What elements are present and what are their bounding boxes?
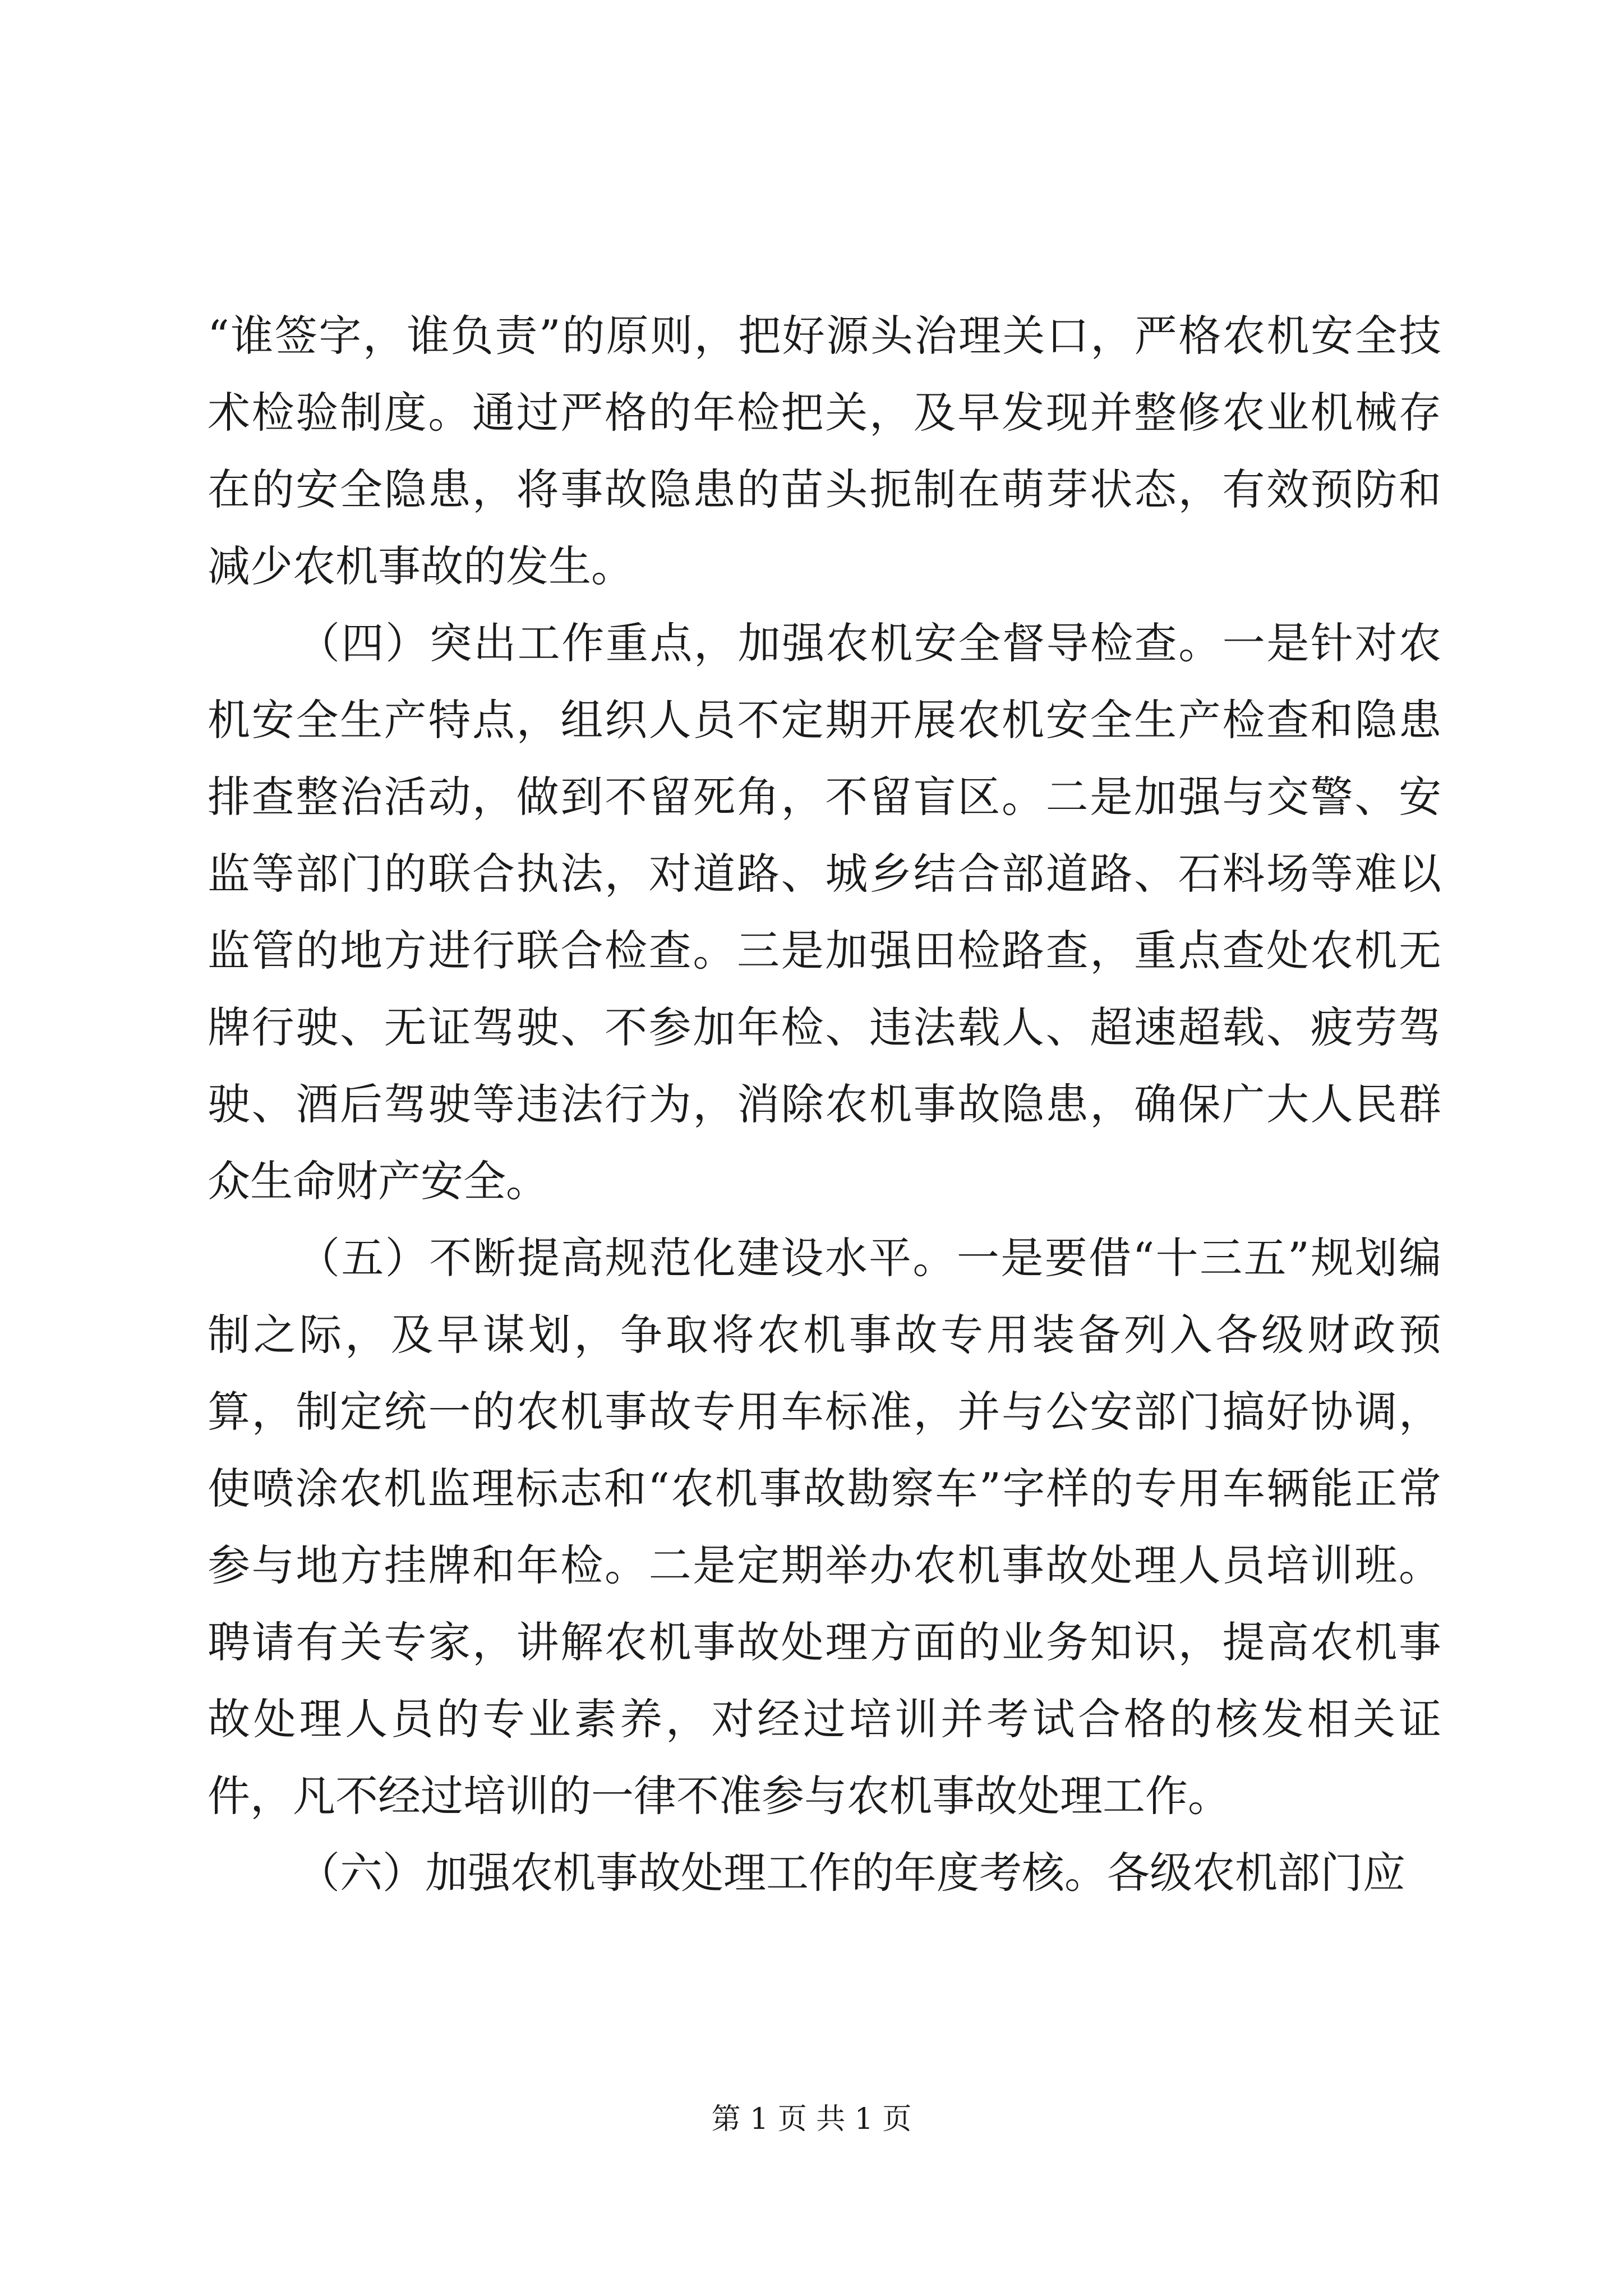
paragraph-section-4: （四）突出工作重点，加强农机安全督导检查。一是针对农机安全生产特点，组织人员不定期开展农机安全生产检查和隐患排查整治活动，做到不留死角，不留盲区。二是加强与交警、安监等部门的联合执法，对道路、城乡结合部道路、石料场等难以监管的地方进行联合检查。三是加强田检路查，重点查处农机无牌行驶、无证驾驶、不参加年检、违法载人、超速超载、疲劳驾驶、酒后驾驶等违法行为，消除农机事故隐患，确保广大人民群众生命财产安全。 <box>208 618 1441 1206</box>
paragraph-continuation: “谁签字，谁负责”的原则，把好源头治理关口，严格农机安全技术检验制度。通过严格的年检把关，及早发现并整修农业机械存在的安全隐患，将事故隐患的苗头扼制在萌芽状态，有效预防和减少农机事故的发生。 <box>208 311 1441 591</box>
page-footer: 第 1 页 共 1 页 <box>711 2102 912 2136</box>
document-body <box>208 297 1441 1911</box>
paragraph-section-6: （六）加强农机事故处理工作的年度考核。各级农机部门应 <box>297 1848 1405 1898</box>
paragraph-section-5: （五）不断提高规范化建设水平。一是要借“十三五”规划编制之际，及早谋划，争取将农机事故专用装备列入各级财政预算，制定统一的农机事故专用车标准，并与公安部门搞好协调，使喷涂农机监理标志和“农机事故勘察车”字样的专用车辆能正常参与地方挂牌和年检。二是定期举办农机事故处理人员培训班。聘请有关专家，讲解农机事故处理方面的业务知识，提高农机事故处理人员的专业素养，对经过培训并考试合格的核发相关证件，凡不经过培训的一律不准参与农机事故处理工作。 <box>208 1233 1441 1821</box>
